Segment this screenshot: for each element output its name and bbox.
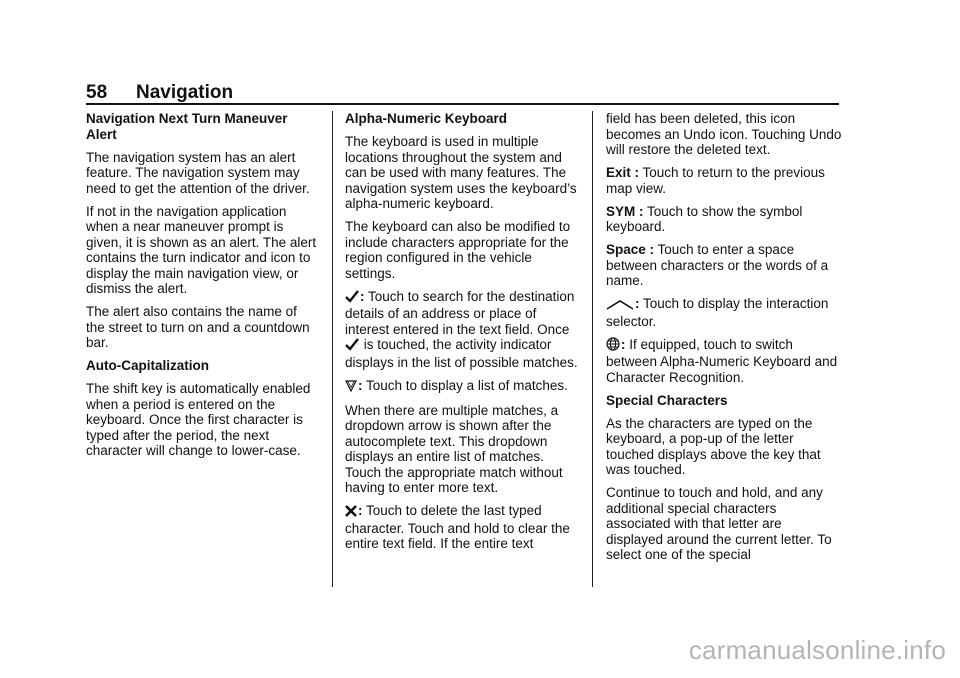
paragraph: The keyboard can also be modified to include characters appropriate for the region configured in the vehicle settings. (345, 219, 571, 281)
column-divider (592, 111, 593, 587)
heading-special-characters: Special Characters (606, 392, 728, 408)
paragraph: The shift key is automatically enabled when a period is entered on the keyboard. Once the first character is typed after the period, the next character will change to lower-case. (86, 381, 311, 458)
caret-up-icon (606, 298, 634, 314)
globe-sep: : (621, 336, 626, 352)
column-right (606, 111, 842, 570)
delete-description (345, 503, 579, 552)
dropdown-triangle-icon (345, 380, 357, 396)
paragraph: The keyboard is used in multiple locations throughout the system and can be used with many features. The navigation system uses the keyboard’s alpha-numeric keyboard. (345, 134, 577, 211)
paragraph: If not in the navigation application when a near maneuver prompt is given, it is shown as an alert. The alert contains the turn indicator and icon to display the main navigation view, or dismiss the alert. (86, 203, 317, 296)
delete-x-icon (345, 505, 357, 521)
page-number: 58 (86, 82, 108, 103)
heading-auto-capitalization: Auto-Capitalization (86, 358, 209, 373)
exit-label: Exit : (606, 165, 640, 180)
header-rule (86, 103, 839, 105)
dropdown-sep: : (358, 377, 363, 393)
dropdown-text: Touch to display a list of matches. (366, 377, 568, 393)
space-text: Touch to enter a space between characters or the words of a name. (606, 242, 829, 288)
paragraph: Continue to touch and hold, and any additional special characters associated with that letter are displayed around the current letter. To select one of the special (606, 485, 832, 562)
caret-text: Touch to display the interaction selector. (606, 296, 829, 329)
heading-alpha-numeric-keyboard: Alpha-Numeric Keyboard (345, 111, 508, 126)
delete-sep: : (358, 503, 363, 518)
sym-label: SYM : (606, 203, 644, 219)
caret-description (606, 296, 842, 329)
paragraph: As the characters are typed on the keyboard, a pop-up of the letter touched displays above the key that was touched. (606, 415, 821, 477)
checkmark-icon (345, 290, 359, 307)
section-title: Navigation (136, 82, 234, 103)
paragraph: field has been deleted, this icon becomes an Undo icon. Touching Undo will restore the deleted text. (606, 111, 842, 157)
watermark: carmanualsonline.info (688, 635, 946, 665)
column-middle (345, 111, 579, 559)
column-left (86, 111, 318, 466)
heading-next-turn-alert: Navigation Next Turn Maneuver Alert (86, 111, 288, 142)
paragraph: When there are multiple matches, a dropdown arrow is shown after the autocomplete text. This dropdown displays an entire list of matches. Touch the appropriate match without having to enter more text. (345, 402, 563, 495)
exit-text: Touch to return to the previous map view. (606, 165, 825, 196)
checkmark-description (345, 289, 579, 371)
checkmark-sep: : (360, 288, 365, 304)
sym-description (606, 204, 842, 235)
column-divider (332, 111, 333, 587)
globe-description (606, 337, 842, 386)
page-header (86, 82, 839, 104)
globe-text: If equipped, touch to switch between Alpha-Numeric Keyboard and Character Recognition. (606, 336, 838, 385)
paragraph: The alert also contains the name of the street to turn on and a countdown bar. (86, 304, 310, 350)
checkmark-text-continued: is touched, the activity indicator displays in the list of possible matches. (345, 337, 578, 370)
dropdown-description (345, 378, 579, 396)
checkmark-icon (345, 338, 359, 355)
caret-sep: : (635, 296, 640, 311)
globe-icon (606, 337, 620, 355)
exit-description (606, 165, 842, 196)
checkmark-text: Touch to search for the destination details of an address or place of interest entered in the text field. Once (345, 288, 575, 337)
space-description (606, 242, 842, 289)
delete-text: Touch to delete the last typed character. Touch and hold to clear the entire text field. If the entire text (345, 503, 570, 551)
sym-text: Touch to show the symbol keyboard. (606, 203, 803, 234)
space-label: Space : (606, 242, 655, 257)
paragraph: The navigation system has an alert feature. The navigation system may need to get the attention of the driver. (86, 149, 310, 196)
